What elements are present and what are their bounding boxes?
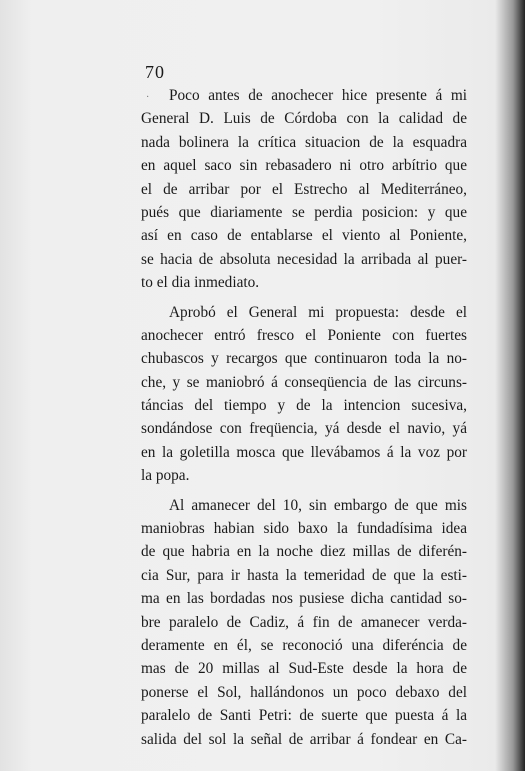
text-line: Aprobó el General mi propuesta: desde el — [169, 303, 467, 321]
text-line: mas de 20 millas al Sud-Este desde la hora de — [141, 660, 467, 678]
text-line: en aquel saco sin rebasadero ni otro arbítrio que — [141, 157, 467, 175]
text-line: así en caso de entablarse el viento al Poniente, — [141, 227, 467, 245]
text-line: Poco antes de anochecer hice presente á mi — [169, 87, 467, 104]
text-line: sondándose con freqüencia, yá desde el navio, yá — [141, 420, 467, 438]
text-line: nada bolinera la crítica situacion de la esquadra — [141, 133, 467, 151]
text-line: maniobras habian sido baxo la fundadísima idea — [141, 520, 467, 538]
text-line: paralelo de Santi Petri: de suerte que puesta á la — [141, 707, 467, 725]
text-line: chubascos y recargos que continuaron toda la no- — [141, 350, 467, 368]
paragraph — [141, 301, 467, 488]
page-number: 70 — [145, 62, 165, 82]
text-line: bre paralelo de Cadiz, á fin de amanecer verda- — [141, 613, 467, 631]
text-line: Al amanecer del 10, sin embargo de que mis — [169, 496, 467, 514]
text-line: ma en las bordadas nos pusiese dicha cantidad so- — [141, 590, 467, 608]
margin-mark: · — [146, 92, 150, 103]
paragraph — [141, 84, 467, 295]
text-line: táncias del tiempo y de la intencion sucesiva, — [141, 397, 467, 415]
text-line: General D. Luis de Córdoba con la calidad de — [141, 110, 467, 128]
text-line: ponerse el Sol, hallándonos un poco debaxo del — [141, 683, 467, 701]
text-line: che, y se maniobró á conseqüencia de las circuns- — [141, 373, 467, 391]
paragraph — [141, 494, 467, 751]
text-line: deramente en él, se reconoció una diferéncia de — [141, 636, 467, 654]
text-line: salida del sol la señal de arribar á fondear en Ca- — [141, 730, 467, 748]
page-edge-shadow — [495, 0, 525, 771]
text-line: la popa. — [141, 467, 190, 485]
text-line: se hacia de absoluta necesidad la arribada al puer- — [141, 250, 467, 268]
text-line: en la goletilla mosca que llevábamos á la voz por — [141, 443, 467, 461]
text-line: cia Sur, para ir hasta la temeridad de que la esti- — [141, 566, 467, 584]
text-line: el de arribar por el Estrecho al Mediterráneo, — [141, 180, 467, 198]
text-line: pués que diariamente se perdia posicion: y que — [141, 203, 467, 221]
text-line: de que habria en la noche diez millas de diferén- — [141, 543, 467, 561]
text-line: to el dia inmediato. — [141, 274, 260, 292]
text-line: anochecer entró fresco el Poniente con fuertes — [141, 326, 467, 344]
body-text — [141, 84, 467, 751]
